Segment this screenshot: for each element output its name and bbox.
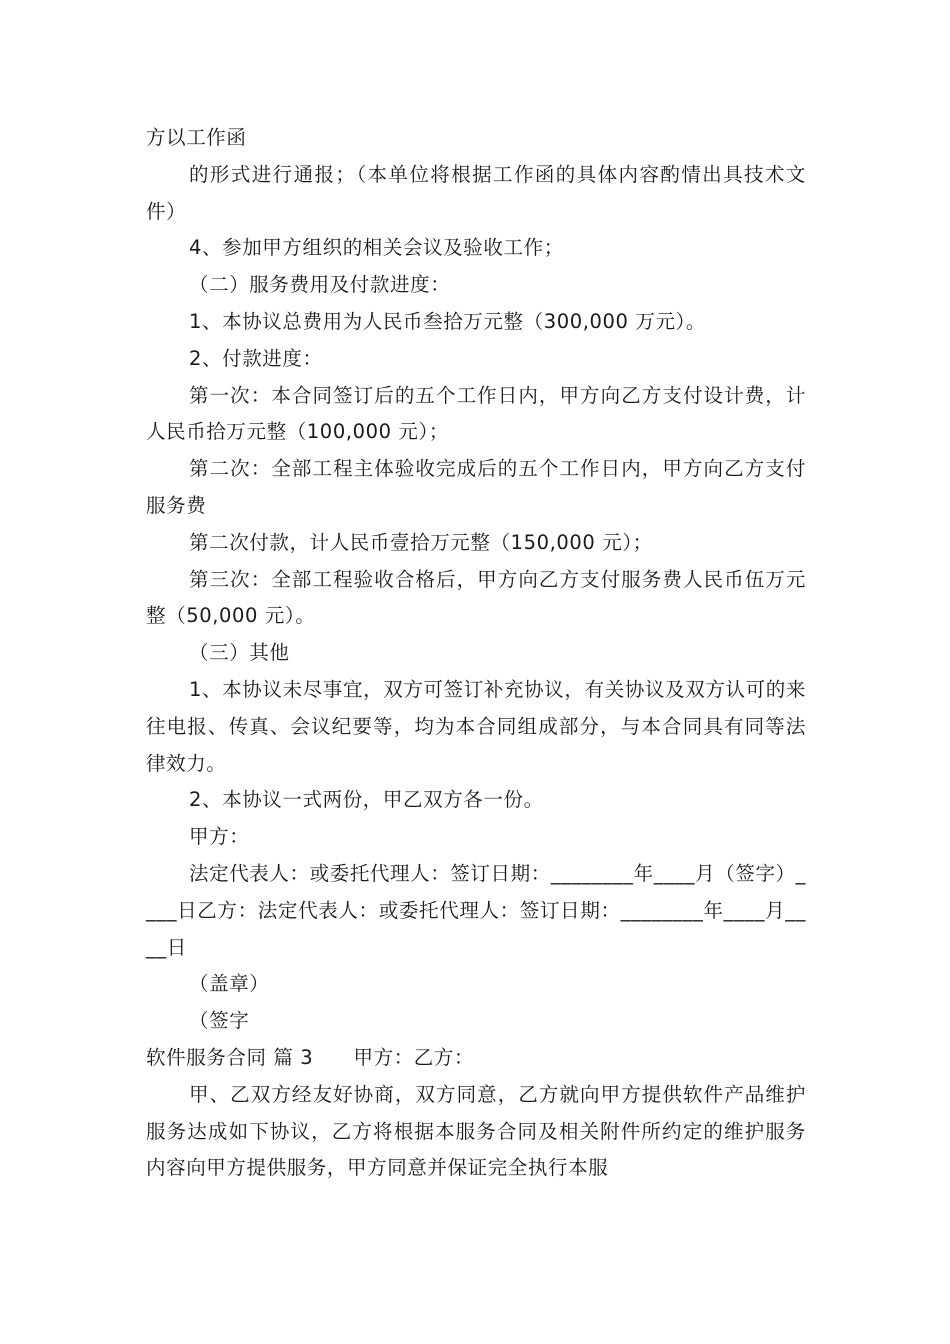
signature-label: （签字 — [189, 1009, 250, 1033]
document-body — [146, 120, 806, 1187]
paragraph-payment-schedule: 2、付款进度： — [189, 346, 323, 370]
paragraph-copies: 2、本协议一式两份，甲乙双方各一份。 — [189, 788, 544, 812]
paragraph-total-fee: 1、本协议总费用为人民币叁拾万元整（300,000 万元）。 — [189, 309, 706, 333]
section-heading-fees: （二）服务费用及付款进度： — [189, 273, 451, 297]
party-a-label: 甲方： — [189, 825, 250, 849]
paragraph-supplementary: 1、本协议未尽事宜，双方可签订补充协议，有关协议及双方认可的来往电报、传真、会议纪要等，均为本合同组成部分，与本合同具有同等法律效力。 — [146, 677, 806, 775]
signature-block: 法定代表人：或委托代理人：签订日期：________年____月（签字）____日乙方：法定代表人：或委托代理人：签订日期：________年____月____日 — [146, 861, 806, 959]
paragraph-first-payment: 第一次：本合同签订后的五个工作日内，甲方向乙方支付设计费，计人民币拾万元整（100,000 元）； — [146, 383, 806, 444]
section-heading-other: （三）其他 — [189, 641, 290, 665]
paragraph-second-payment: 第二次：全部工程主体验收完成后的五个工作日内，甲方向乙方支付服务费 — [146, 457, 806, 517]
paragraph-report-form: 的形式进行通报；（本单位将根据工作函的具体内容酌情出具技术文件） — [146, 162, 806, 223]
paragraph-item-4: 4、参加甲方组织的相关会议及验收工作； — [189, 236, 564, 260]
contract-section-title: 软件服务合同 篇 3 甲方：乙方： — [146, 1045, 475, 1069]
paragraph-second-payment-amount: 第二次付款，计人民币壹拾万元整（150,000 元）； — [189, 530, 653, 554]
paragraph-continuation: 方以工作函 — [146, 126, 247, 149]
seal-label: （盖章） — [189, 972, 270, 996]
paragraph-agreement-intro: 甲、乙双方经友好协商，双方同意，乙方就向甲方提供软件产品维护服务达成如下协议，乙方将根据本服务合同及相关附件所约定的维护服务内容向甲方提供服务，甲方同意并保证完全执行本服 — [146, 1082, 806, 1180]
paragraph-third-payment: 第三次：全部工程验收合格后，甲方向乙方支付服务费人民币伍万元整（50,000 元）。 — [146, 567, 806, 628]
